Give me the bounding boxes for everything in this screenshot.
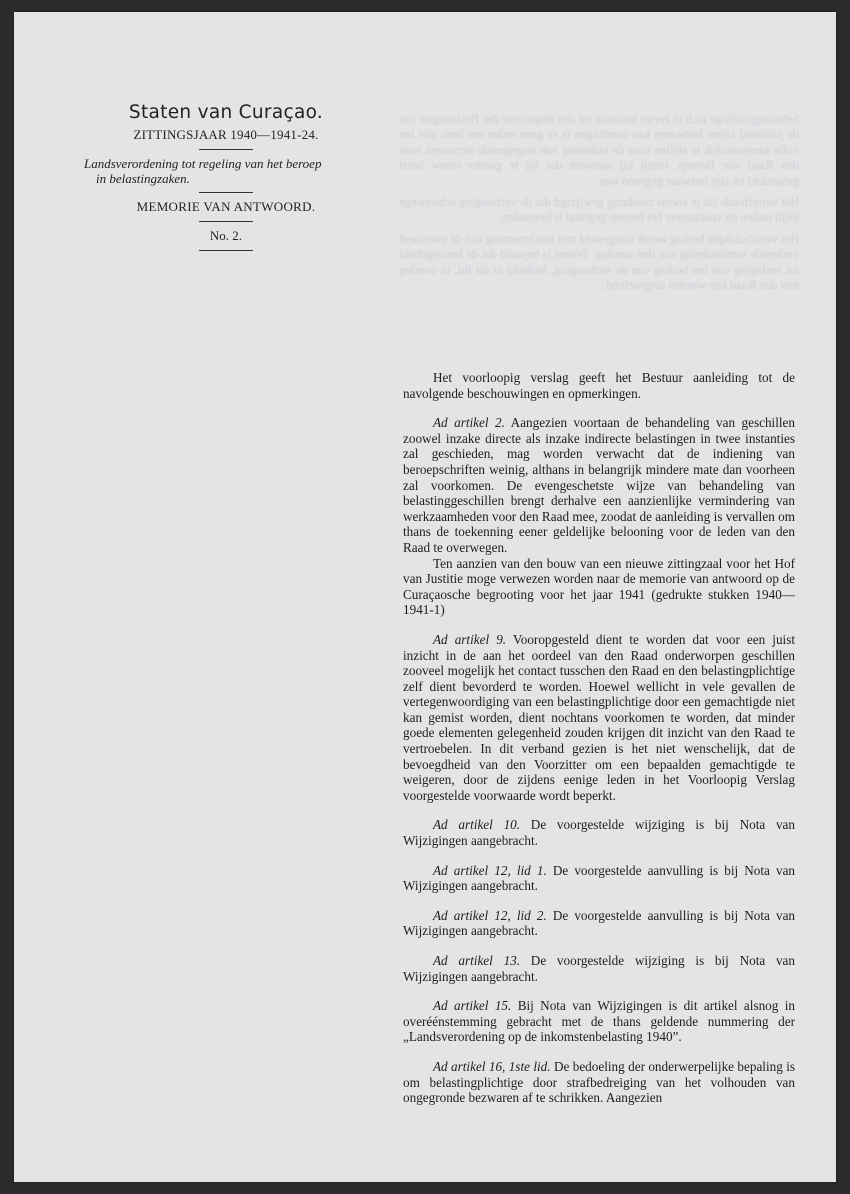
article-reference: Ad artikel 16, 1ste lid.	[433, 1058, 551, 1074]
paragraph	[403, 817, 795, 848]
paragraph	[403, 370, 795, 401]
memorie-body	[403, 370, 795, 1106]
divider	[199, 221, 253, 222]
article-reference: Ad artikel 12, lid 1.	[433, 862, 547, 878]
bleed-through-text: belastingplichtige zich in eerste instantie tot den Inspecteur der Belastingen van de juistheid zijner bezwaren kan overtuigen is er geen reden om hem niet ten volle aansprakelijk te stellen voor de indiening van ongegronde bezwaren voor den Raad van Beroep, tenzij hij aantoont dat hij te goeder trouw heeft gehandeld en zijn bezwaar gegrond was. Het betreffende lid is voorts zoodanig gewijzigd dat de verhooging achterwege blijft indien en voorzoover het beroep gegrond is bevonden. Het verschuldigde bedrag wordt vastgesteld met inachtneming van de eventueel verleende vermindering van den aanslag. Tevens is bepaald dat de bevoegdheid tot verlaging van het bedrag van de verhooging, bedoeld in dit lid, in overleg met den Raad kan worden uitgeoefend.	[399, 112, 799, 293]
memorie-heading: MEMORIE VAN ANTWOORD.	[136, 199, 316, 214]
document-number: No. 2.	[209, 228, 243, 243]
document-header	[66, 102, 386, 257]
paragraph-text: De voorgestelde aanvulling is bij Nota van Wijzigingen aangebracht.	[403, 862, 796, 894]
paragraph	[403, 953, 795, 984]
document-title: Staten van Curaçao.	[128, 102, 324, 123]
article-reference: Ad artikel 9.	[433, 631, 507, 647]
paragraph-text: Vooropgesteld dient te worden dat voor een juist inzicht in de aan het oordeel van den Raad onderworpen geschillen zooveel mogelijk het contact tusschen den Raad en den belastingplichtige zelf dient bevorderd te worden. Hoewel wellicht in vele gevallen de vertegenwoordiging van een belastingplichtige door een gemachtigde niet kan gemist worden, dient nochtans voorkomen te worden, dat minder goede elementen gelegenheid zouden krijgen dit inzicht van den Raad te vertroebelen. In dit verband gezien is het niet wenschelijk, dat de bevoegdheid van den Voorzitter om een bepaalden gemachtigde te weigeren, door de zijdens eenige leden in het Voorloopig Verslag voorgestelde voorwaarde wordt beperkt.	[403, 631, 795, 803]
article-reference: Ad artikel 12, lid 2.	[433, 907, 547, 923]
divider	[199, 250, 253, 251]
subject-line: in belastingzaken.	[96, 171, 190, 186]
paragraph-text: De voorgestelde wijziging is bij Nota van Wijzigingen aangebracht.	[403, 953, 796, 984]
paragraph-text: Bij Nota van Wijzigingen is dit artikel alsnog in overéénstemming gebracht met de thans geldende nummering der „Landsverordening op de inkomstenbelasting 1940”.	[403, 998, 795, 1045]
article-reference: Ad artikel 10.	[433, 817, 521, 833]
article-reference: Ad artikel 15.	[433, 998, 512, 1014]
paragraph	[403, 908, 795, 939]
paragraph	[403, 998, 795, 1045]
paragraph	[403, 1059, 795, 1106]
article-reference: Ad artikel 2.	[433, 415, 505, 431]
ordinance-subject	[66, 156, 386, 186]
divider	[199, 149, 253, 150]
paragraph-text: Ten aanzien van den bouw van een nieuwe zittingzaal voor het Hof van Justitie moge verwezen worden naar de memorie van antwoord op de Curaçaosche begrooting voor het jaar 1941 (gedrukte stukken 1940—1941-1)	[403, 555, 795, 618]
paragraph	[403, 863, 795, 894]
article-reference: Ad artikel 13.	[433, 953, 521, 968]
session-year: ZITTINGSJAAR 1940—1941-24.	[133, 127, 319, 142]
document-page	[14, 12, 836, 1182]
divider	[199, 192, 253, 193]
paragraph	[403, 556, 795, 618]
paragraph-text: De voorgestelde wijziging is bij Nota van Wijzigingen aangebracht.	[403, 817, 796, 849]
paragraph	[403, 632, 795, 804]
subject-line: Landsverordening tot regeling van het beroep	[84, 156, 322, 171]
paragraph-text: Het voorloopig verslag geeft het Bestuur aanleiding tot de navolgende beschouwingen en opmerkingen.	[403, 370, 795, 401]
paragraph-text: Aangezien voortaan de behandeling van geschillen zoowel inzake directe als inzake indirecte belastingen in twee instanties zal geschieden, mag worden verwacht dat de indiening van beroepschriften weinig, althans in belangrijk mindere mate dan voorheen zal voorkomen. De evengeschetste wijze van behandeling van belastinggeschillen brengt derhalve een aanzienlijke vermindering van werkzaamheden voor den Raad mee, zoodat de aanleiding is vervallen om thans de toekenning eener geldelijke belooning voor de leden van den Raad te overwegen.	[403, 415, 795, 555]
paragraph-text: De bedoeling der onderwerpelijke bepaling is om belastingplichtige door strafbedreiging van het volhouden van ongegronde bezwaren af te schrikken. Aangezien	[403, 1058, 795, 1106]
paragraph	[403, 415, 795, 555]
paragraph-text: De voorgestelde aanvulling is bij Nota van Wijzigingen aangebracht.	[403, 907, 796, 939]
